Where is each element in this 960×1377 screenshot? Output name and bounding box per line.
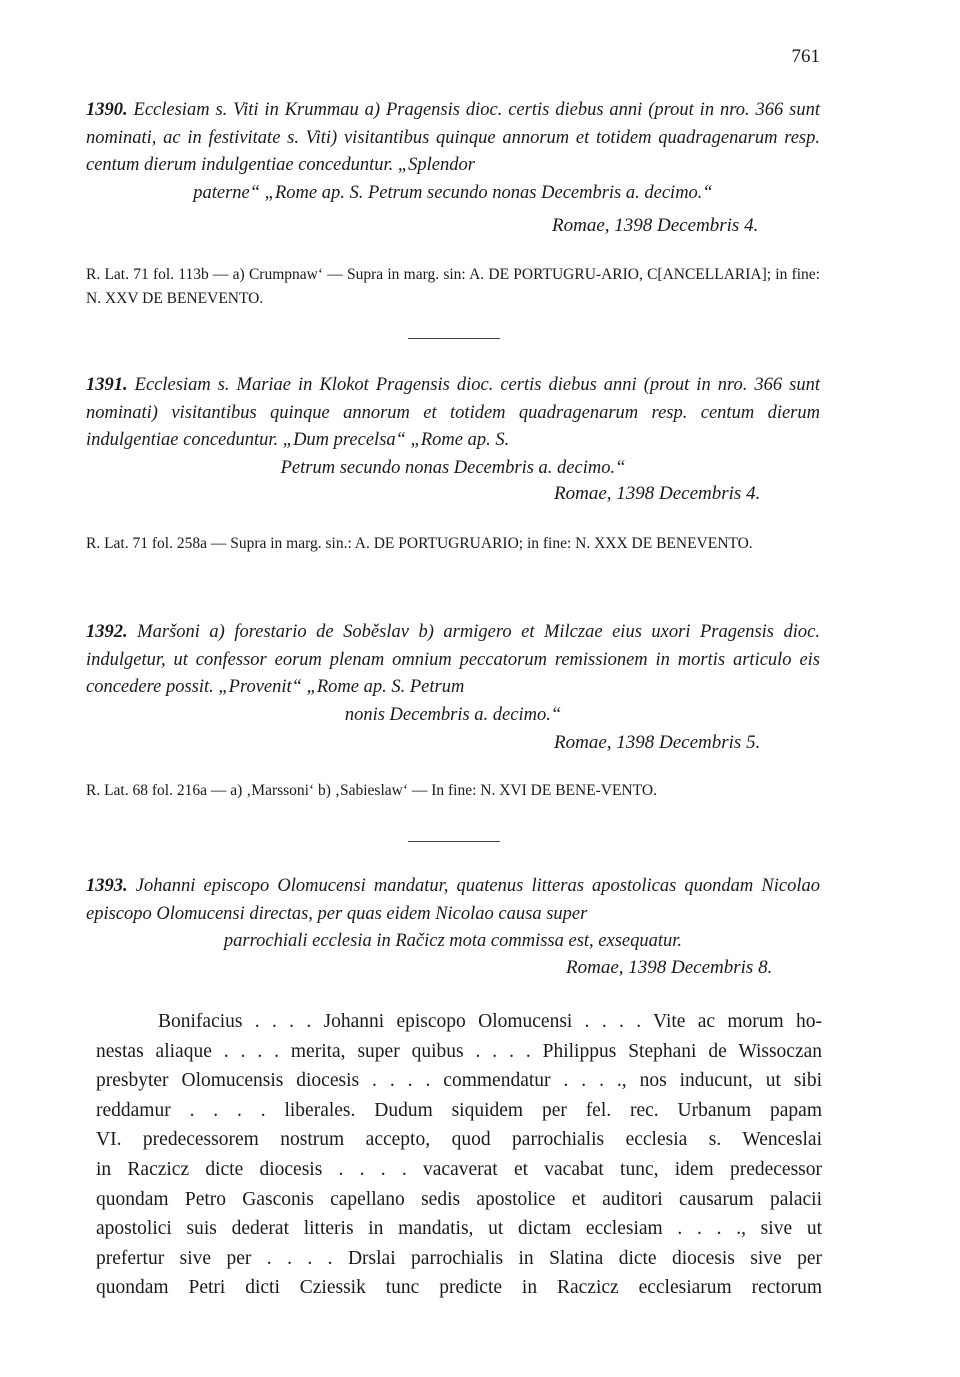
register-note: R. Lat. 71 fol. 258a — Supra in marg. sin.: A. DE PORTUGRUARIO; in fine: N. XXX DE BENEVENTO. — [86, 535, 753, 552]
place-date: Romae, 1398 Decembris 4. — [554, 483, 761, 504]
entry-summary-last-line: paterne“ „Rome ap. S. Petrum secundo nonas Decembris a. decimo.“ — [193, 182, 713, 203]
entry-summary-last-line: parrochiali ecclesia in Račicz mota commissa est, exsequatur. — [223, 931, 683, 951]
body-line: nestas aliaque . . . . merita, super quibus . . . . Philippus Stephani de Wissoczan — [96, 1040, 822, 1062]
document-body-text — [96, 1007, 822, 1303]
section-divider — [408, 841, 500, 842]
entry-summary: Ecclesiam s. Viti in Krummau a) Pragensis dioc. certis diebus anni (prout in nro. 366 sunt nominati, ac in festivitate s. Viti) visitantibus quinque annorum et totidem quadragenarum resp. centum dierum indulgentiae conceduntur. „Splendor — [86, 100, 821, 175]
section-divider — [408, 338, 500, 339]
entry-number: 1393. — [86, 876, 128, 896]
entry-number: 1392. — [86, 622, 128, 642]
body-line: quondam Petri dicti Cziessik tunc predicte in Raczicz ecclesiarum rectorum — [96, 1277, 822, 1299]
register-note: R. Lat. 68 fol. 216a — a) ‚Marssoni‘ b) ‚Sabieslaw‘ — In fine: N. XVI DE BENE-VENTO. — [86, 782, 657, 799]
body-line: prefertur sive per . . . . Drslai parrochialis in Slatina dicte diocesis sive per — [96, 1247, 822, 1269]
body-line: apostolici suis dederat litteris in mandatis, ut dictam ecclesiam . . . ., sive ut — [96, 1218, 822, 1240]
entry-number: 1391. — [86, 375, 128, 395]
place-date: Romae, 1398 Decembris 4. — [552, 215, 759, 236]
place-date: Romae, 1398 Decembris 8. — [566, 957, 773, 978]
entry-1390 — [86, 97, 820, 207]
register-note: R. Lat. 71 fol. 113b — a) Crumpnaw‘ — Supra in marg. sin: A. DE PORTUGRU-ARIO, C[ANCELLARIA]; in fine: N. XXV DE BENEVENTO. — [86, 266, 820, 307]
entry-1393 — [86, 873, 820, 956]
body-line: in Raczicz dicte diocesis . . . . vacaverat et vacabat tunc, idem predecessor — [96, 1158, 822, 1180]
body-line: VI. predecessorem nostrum accepto, quod parrochialis ecclesia s. Wenceslai — [96, 1129, 822, 1151]
entry-1392 — [86, 619, 820, 729]
body-line: presbyter Olomucensis diocesis . . . . commendatur . . . ., nos inducunt, ut sibi — [96, 1070, 822, 1092]
body-line: Bonifacius . . . . Johanni episcopo Olomucensi . . . . Vite ac morum ho- — [158, 1011, 822, 1032]
entry-summary: Ecclesiam s. Mariae in Klokot Pragensis dioc. certis diebus anni (prout in nro. 366 sunt nominati) visitantibus quinque annorum et totidem quadragenarum resp. centum dierum indulgentiae conceduntur. „Dum precelsa“ „Rome ap. S. — [86, 375, 820, 450]
entry-1391 — [86, 372, 820, 482]
entry-number: 1390. — [86, 100, 128, 120]
body-line: quondam Petro Gasconis capellano sedis apostolice et auditori causarum palacii — [96, 1188, 822, 1210]
place-date: Romae, 1398 Decembris 5. — [554, 732, 761, 753]
entry-summary-last-line: Petrum secundo nonas Decembris a. decimo.“ — [280, 457, 626, 478]
entry-summary: Johanni episcopo Olomucensi mandatur, quatenus litteras apostolicas quondam Nicolao episcopo Olomucensi directas, per quas eidem Nicolao causa super — [86, 876, 821, 924]
entry-summary-last-line: nonis Decembris a. decimo.“ — [344, 704, 562, 725]
page-number: 761 — [791, 46, 820, 67]
body-line: reddamur . . . . liberales. Dudum siquidem per fel. rec. Urbanum papam — [96, 1099, 822, 1121]
entry-summary: Maršoni a) forestario de Soběslav b) armigero et Milczae eius uxori Pragensis dioc. indulgetur, ut confessor eorum plenam omnium peccatorum remissionem in mortis articulo eis concedere possit. „Provenit“ „Rome ap. S. Petrum — [86, 622, 821, 697]
